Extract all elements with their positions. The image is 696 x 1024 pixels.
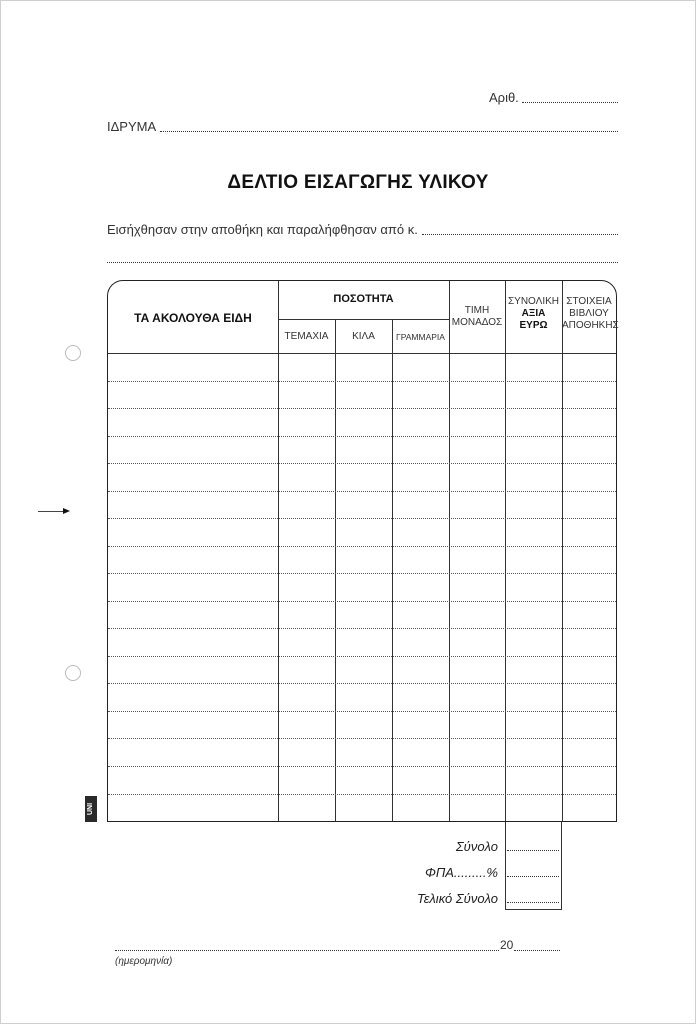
grand-total-label: Τελικό Σύνολο (416, 891, 498, 906)
table-row-line[interactable] (108, 628, 616, 629)
received-by-field-line-2[interactable] (107, 262, 618, 263)
col-divider (449, 281, 450, 821)
table-row-line[interactable] (108, 738, 616, 739)
table-row-line[interactable] (108, 656, 616, 657)
vat-field[interactable] (507, 876, 559, 877)
table-row-line[interactable] (108, 766, 616, 767)
book-line-2: ΒΙΒΛΙΟΥ (569, 308, 609, 319)
received-by-field[interactable] (422, 234, 618, 235)
items-table (107, 280, 617, 822)
col-header-quantity: ΠΟΣΟΤΗΤΑ (333, 293, 394, 305)
institution-field[interactable] (160, 131, 618, 132)
totals-divider-left (505, 822, 506, 910)
institution-label: ΙΔΡΥΜΑ (107, 119, 157, 134)
table-row-line[interactable] (108, 408, 616, 409)
vat-label: ΦΠΑ.........% (424, 865, 498, 880)
table-row-line[interactable] (108, 711, 616, 712)
col-header-unit-price (449, 305, 505, 329)
col-header-total-value (505, 296, 562, 332)
table-row-line[interactable] (108, 381, 616, 382)
table-row-line[interactable] (108, 546, 616, 547)
total-value-line-3: ΕΥΡΩ (519, 320, 548, 331)
col-header-pieces: ΤΕΜΑΧΙΑ (284, 331, 329, 342)
intro-text: Εισήχθησαν στην αποθήκη και παραλήφθησαν από κ. (107, 222, 418, 237)
date-caption: (ημερομηνία) (115, 956, 173, 967)
page-title: ΔΕΛΤΙΟ ΕΙΣΑΓΩΓΗΣ ΥΛΙΚΟΥ (227, 172, 489, 193)
unit-price-line-1: ΤΙΜΗ (464, 305, 490, 316)
quantity-divider (278, 319, 449, 320)
brand-logo: UNI (85, 796, 97, 822)
totals-divider-right (561, 822, 562, 910)
table-row-line[interactable] (108, 794, 616, 795)
table-row-line[interactable] (108, 573, 616, 574)
total-value-line-2: ΑΞΙΑ (521, 308, 546, 319)
grand-total-field[interactable] (507, 902, 559, 903)
unit-price-line-2: ΜΟΝΑΔΟΣ (451, 317, 503, 328)
table-row-line[interactable] (108, 491, 616, 492)
punch-hole-top (65, 345, 81, 361)
col-divider (278, 281, 279, 821)
table-row-line[interactable] (108, 463, 616, 464)
col-divider (335, 319, 336, 821)
col-divider (505, 281, 506, 821)
col-header-book (562, 296, 619, 332)
col-divider (562, 281, 563, 821)
year-field[interactable] (514, 950, 560, 951)
arrow-right-icon (38, 511, 64, 512)
punch-hole-bottom (65, 665, 81, 681)
table-row-line[interactable] (108, 683, 616, 684)
col-header-kilos: ΚΙΛΑ (352, 331, 375, 342)
header-bottom-line (108, 353, 616, 354)
table-row-line[interactable] (108, 601, 616, 602)
total-value-line-1: ΣΥΝΟΛΙΚΗ (507, 296, 560, 307)
totals-bottom-line (505, 909, 562, 910)
date-field[interactable] (115, 950, 499, 951)
number-label: Αριθ. (489, 90, 519, 105)
col-header-grams: ΓΡΑΜΜΑΡΙΑ (396, 332, 445, 342)
book-line-1: ΣΤΟΙΧΕΙΑ (566, 296, 612, 307)
sum-label: Σύνολο (455, 839, 498, 854)
sum-field[interactable] (507, 850, 559, 851)
book-line-3: ΑΠΟΘΗΚΗΣ (562, 320, 619, 331)
number-field[interactable] (522, 102, 618, 103)
table-row-line[interactable] (108, 518, 616, 519)
col-divider (392, 319, 393, 821)
col-header-items: ΤΑ ΑΚΟΛΟΥΘΑ ΕΙΔΗ (134, 311, 252, 325)
year-prefix: 20 (500, 938, 514, 952)
table-row-line[interactable] (108, 436, 616, 437)
